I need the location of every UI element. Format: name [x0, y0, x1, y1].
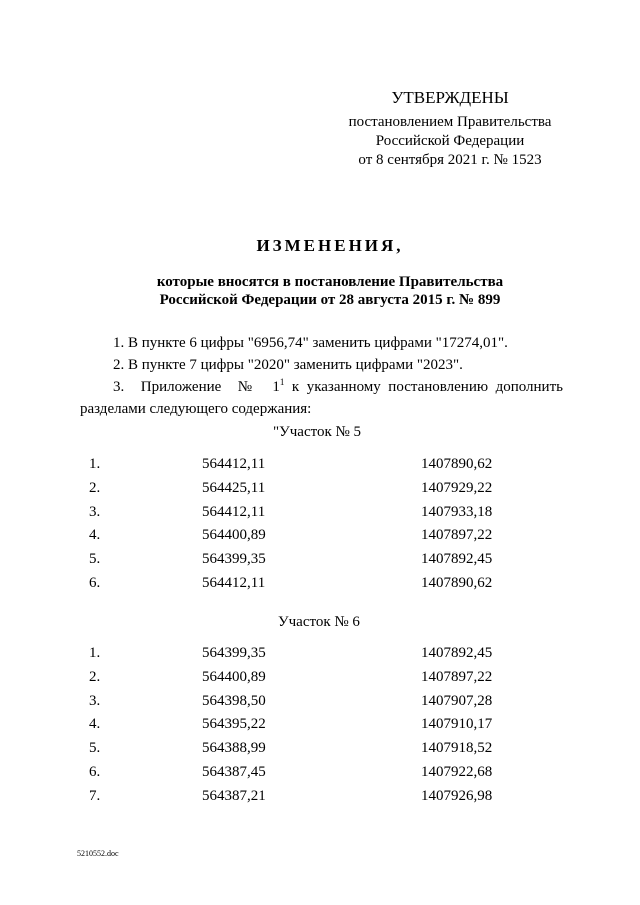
table-row [0, 477, 640, 501]
coordinate-x: 564400,89 [202, 668, 266, 685]
approval-line-3: от 8 сентября 2021 г. № 1523 [358, 152, 542, 168]
paragraph-3-superscript: 1 [279, 377, 285, 387]
coordinate-y: 1407910,17 [421, 716, 493, 733]
coordinate-y: 1407933,18 [421, 503, 493, 520]
point-number: 4. [89, 716, 101, 733]
coordinate-x: 564399,35 [202, 551, 266, 568]
table-row [0, 524, 640, 548]
table-row [0, 572, 640, 596]
coordinate-y: 1407918,52 [421, 740, 493, 757]
point-number: 6. [89, 763, 101, 780]
coordinate-x: 564388,99 [202, 740, 266, 757]
table-row [0, 501, 640, 525]
table-row [0, 666, 640, 690]
paragraph-3-start: 3. Приложение № 1 [113, 379, 280, 395]
coordinate-y: 1407890,62 [421, 574, 493, 591]
point-number: 5. [89, 740, 101, 757]
document-subtitle-line-2: Российской Федерации от 28 августа 2015 г. № 899 [159, 292, 501, 308]
coordinate-y: 1407907,28 [421, 692, 493, 709]
coordinate-y: 1407922,68 [421, 763, 493, 780]
section-title-6: Участок № 6 [278, 614, 360, 630]
paragraph-3 [80, 376, 563, 420]
coordinate-x: 564387,45 [202, 763, 266, 780]
point-number: 2. [89, 668, 101, 685]
section-title-5: "Участок № 5 [273, 424, 362, 440]
point-number: 6. [89, 574, 101, 591]
point-number: 3. [89, 503, 101, 520]
approval-title: УТВЕРЖДЕНЫ [391, 88, 509, 107]
coordinate-y: 1407892,45 [421, 645, 493, 661]
coordinate-x: 564412,11 [202, 574, 266, 591]
coordinate-x: 564400,89 [202, 527, 266, 544]
paragraph-2: 2. В пункте 7 цифры "2020" заменить цифрами "2023". [113, 357, 463, 373]
approval-line-1: постановлением Правительства [348, 114, 552, 130]
table-row [0, 548, 640, 572]
point-number: 5. [89, 551, 101, 568]
coordinate-x: 564395,22 [202, 716, 266, 733]
table-row [0, 690, 640, 714]
coordinate-y: 1407897,22 [421, 668, 493, 685]
coordinate-y: 1407897,22 [421, 527, 493, 544]
coordinate-x: 564387,21 [202, 787, 266, 804]
table-row [0, 453, 640, 477]
point-number: 7. [89, 787, 101, 804]
coordinate-x: 564412,11 [202, 456, 266, 472]
coordinate-y: 1407892,45 [421, 551, 493, 568]
approval-stamp [330, 86, 570, 170]
approval-line-2: Российской Федерации [375, 133, 525, 149]
coordinate-x: 564398,50 [202, 692, 266, 709]
coordinate-x: 564399,35 [202, 645, 266, 661]
document-title: ИЗМЕНЕНИЯ, [256, 236, 404, 255]
coordinate-y: 1407926,98 [421, 787, 493, 804]
point-number: 3. [89, 692, 101, 709]
table-row [0, 785, 640, 809]
body-text [80, 332, 563, 420]
table-row [0, 713, 640, 737]
point-number: 2. [89, 479, 101, 496]
coordinates-table-section-6 [0, 642, 640, 809]
point-number: 4. [89, 527, 101, 544]
paragraph-3-rest: к указанному постановлению дополнить разделами следующего содержания: [80, 379, 563, 417]
paragraph-1: 1. В пункте 6 цифры "6956,74" заменить цифрами "17274,01". [113, 335, 508, 351]
coordinate-x: 564425,11 [202, 479, 266, 496]
file-code: 5210552.doc [77, 849, 119, 858]
table-row [0, 642, 640, 666]
coordinates-table-section-5 [0, 453, 640, 596]
document-heading [80, 235, 580, 309]
point-number: 1. [89, 456, 101, 472]
coordinate-y: 1407890,62 [421, 456, 493, 472]
coordinate-x: 564412,11 [202, 503, 266, 520]
table-row [0, 737, 640, 761]
table-row [0, 761, 640, 785]
point-number: 1. [89, 645, 101, 661]
document-subtitle-line-1: которые вносятся в постановление Правительства [156, 274, 504, 290]
coordinate-y: 1407929,22 [421, 479, 493, 496]
